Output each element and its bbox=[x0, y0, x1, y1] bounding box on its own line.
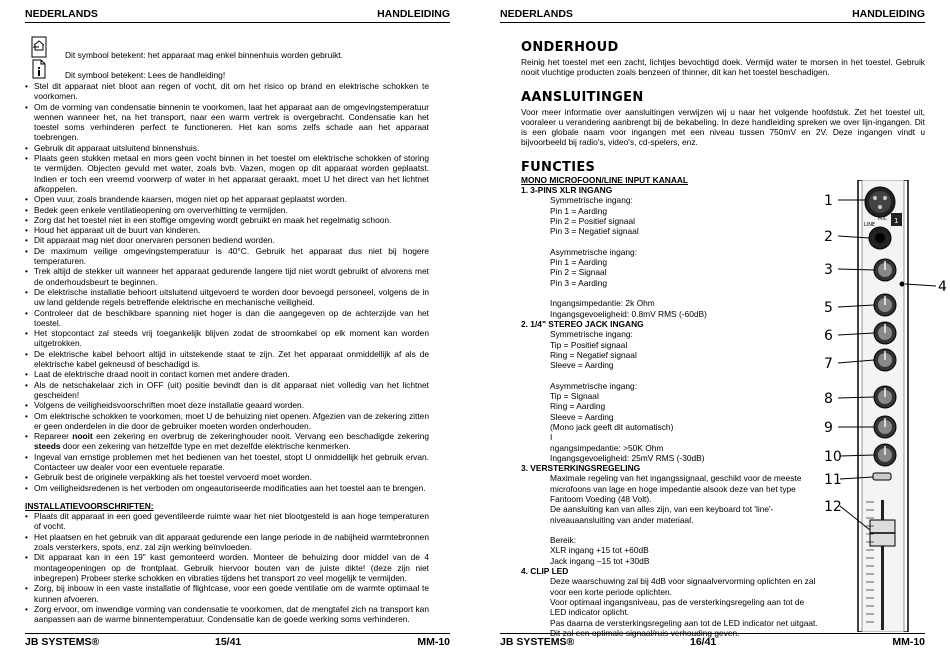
right-header bbox=[500, 9, 925, 23]
list-item: • Bedek geen enkele ventilatieopening om oververhitting te vermijden. bbox=[25, 205, 429, 215]
onderhoud-heading: ONDERHOUD bbox=[521, 40, 619, 55]
list-item: • Als de netschakelaar zich in OFF (uit) positie bevindt dan is dit apparaat niet volledig van het lichtnet gescheiden! bbox=[25, 380, 429, 401]
rotary-knob-icon bbox=[874, 349, 896, 371]
list-item: • Om elektrische schokken te voorkomen, moet U de behuizing niet openen. Afgezien van de zekering zitten er geen onderdelen in die door de gebruiker moeten worden onderhouden. bbox=[25, 411, 429, 432]
item-line: Ring = Negatief signaal bbox=[550, 349, 637, 360]
footer-page-number: 16/41 bbox=[690, 636, 717, 648]
mute-button-icon bbox=[873, 473, 891, 480]
item-line: (Mono jack geeft dit automatisch) bbox=[550, 421, 674, 432]
item-line: Tip = Signaal bbox=[550, 391, 599, 402]
left-header bbox=[25, 9, 450, 23]
item-line: Pin 1 = Aarding bbox=[550, 257, 608, 268]
diagram-label: 7 bbox=[824, 356, 833, 372]
item-line: Sleeve = Aarding bbox=[550, 360, 614, 371]
item-line: Ingangsimpedantie: 2k Ohm bbox=[550, 298, 655, 309]
item-line: Bereik: bbox=[550, 535, 577, 546]
item-line: Symmetrische ingang: bbox=[550, 329, 633, 340]
item4-title: 4. CLIP LED bbox=[521, 566, 569, 577]
list-item: • Gebruik dit apparaat uitsluitend binnenshuis. bbox=[25, 143, 429, 153]
diagram-label: 12 bbox=[824, 499, 842, 515]
item-line: Pin 3 = Aarding bbox=[550, 277, 608, 288]
item-line: voor een korte periode oplichten. bbox=[550, 586, 672, 597]
list-item: • Dit apparaat mag niet door onervaren personen bediend worden. bbox=[25, 235, 429, 245]
item-line: ngangsimpedantie: >50K Ohm bbox=[550, 442, 664, 453]
left-body bbox=[25, 36, 429, 624]
jack-input-icon bbox=[869, 227, 891, 249]
diagram-label: 2 bbox=[824, 229, 833, 245]
indoor-use-icon bbox=[31, 36, 47, 58]
aansluitingen-text: Voor meer informatie over aansluitingen verwijzen wij u naar het volgende hoofdstuk. Zet het toestel uit, vooraleer u verandering aanbrengt bij de bekabeling. In deze handleiding spreken we over lijn-ingangen. Dit is een globale naam voor ingangen met een niveau tussen 750mV en 2V. Deze ingangen vindt u bijvoorbeeld bij radio's, video's, cd-spelers, enz. bbox=[521, 106, 925, 148]
list-item: • Houd het apparaat uit de buurt van kinderen. bbox=[25, 225, 429, 235]
diagram-label: 3 bbox=[824, 262, 833, 278]
footer-brand: JB SYSTEMS® bbox=[25, 636, 100, 648]
item-line: De aansluiting kan van alles zijn, van een keyboard tot 'line'- bbox=[550, 504, 774, 515]
list-item: • Controleer dat de beschikbare spanning niet hoger is dan die aangegeven op de achterzijde van het toestel. bbox=[25, 308, 429, 329]
read-manual-icon bbox=[31, 58, 47, 80]
header-language: NEDERLANDS bbox=[500, 8, 573, 20]
list-item: • Zorg, bij inbouw in een vaste installatie of flightcase, voor een goede ventilatie om de warmte optimaal te kunnen afvoeren. bbox=[25, 583, 429, 604]
header-manual: HANDLEIDING bbox=[377, 8, 450, 20]
symbol-block bbox=[25, 36, 429, 81]
item-line: Sleeve = Aarding bbox=[550, 411, 614, 422]
header-language: NEDERLANDS bbox=[25, 8, 98, 20]
item-line: Tip = Positief signaal bbox=[550, 339, 628, 350]
install-title: INSTALLATIEVOORSCHRIFTEN: bbox=[25, 500, 154, 511]
item-line: Dit zal een optimale signaal/ruis verhouding geven. bbox=[550, 627, 740, 638]
list-item: • De elektrische kabel behoort altijd in uitstekende staat te zijn. Zet het apparaat onmiddellijk af als de elektrische kabel gekneusd of beschadigd is. bbox=[25, 349, 429, 370]
item-line: niveauaansluiting van ander materiaal. bbox=[550, 514, 694, 525]
clip-led-icon bbox=[900, 282, 905, 287]
item2-title: 2. 1/4" STEREO JACK INGANG bbox=[521, 318, 644, 329]
leader-line bbox=[905, 284, 936, 286]
list-item: • Ingeval van ernstige problemen met het bedienen van het toestel, stopt U onmiddellijk het gebruik ervan. Contacteer uw dealer voor een eventuele reparatie. bbox=[25, 452, 429, 473]
xlr-input-icon bbox=[865, 187, 895, 217]
item-line: Voor optimaal ingangsniveau, pas de versterkingsregeling aan tot de bbox=[550, 596, 805, 607]
symbol-manual-text: Dit symbool betekent: Lees de handleiding! bbox=[65, 70, 226, 80]
diagram-label: 6 bbox=[824, 328, 833, 344]
svg-text:LINE: LINE bbox=[864, 222, 876, 228]
list-item: • Gebruik best de originele verpakking als het toestel vervoerd moet worden. bbox=[25, 472, 429, 482]
left-footer bbox=[25, 633, 450, 649]
diagram-label: 4 bbox=[938, 279, 947, 295]
install-list bbox=[25, 511, 429, 624]
diagram-label: 1 bbox=[824, 193, 833, 209]
list-item: • Trek altijd de stekker uit wanneer het apparaat gedurende langere tijd niet wordt gebruikt of alvorens met de onderhoudsbeurt te beginnen. bbox=[25, 266, 429, 287]
footer-brand: JB SYSTEMS® bbox=[500, 636, 575, 648]
rotary-knob-icon bbox=[874, 416, 896, 438]
aansluitingen-heading: AANSLUITINGEN bbox=[521, 89, 644, 105]
onderhoud-text: Reinig het toestel met een zacht, lichtjes bevochtigd doek. Vermijd water te morsen in het toestel. Gebruik nooit vluchtige producten zoals benzeen of thinner, dit kan het toestel beschadigen. bbox=[521, 57, 925, 78]
diagram-label: 8 bbox=[824, 391, 833, 407]
list-item: • Volgens de veiligheidsvoorschriften moet deze installatie geaard worden. bbox=[25, 400, 429, 410]
list-item: • De maximum veilige omgevingstemperatuur is 40°C. Gebruik het apparaat dus niet bij hogere temperaturen. bbox=[25, 246, 429, 267]
list-item: • Zorg dat het toestel niet in een stoffige omgeving wordt gebruikt en maak het regelmatig schoon. bbox=[25, 215, 429, 225]
rotary-knob-icon bbox=[874, 322, 896, 344]
diagram-label: 5 bbox=[824, 300, 833, 316]
list-item: • Dit apparaat kan in een 19" kast gemonteerd worden. Monteer de behuizing door middel van de 4 montageopeningen op de frontplaat. Gebruik hiervoor bouten van de juiste dikte! (deze zijn niet inbegrepen) Probeer sterke schokken en vibraties tijdens het transport zo veel mogelijk te vermijden. bbox=[25, 552, 429, 583]
item-line: LED indicator oplicht. bbox=[550, 607, 630, 618]
safety-list bbox=[25, 81, 429, 493]
item-line: Pin 1 = Aarding bbox=[550, 205, 608, 216]
item1-title: 1. 3-PINS XLR INGANG bbox=[521, 185, 613, 196]
list-item: • Om veiligheidsredenen is het verboden om ongeautoriseerde modificaties aan het toestel aan te brengen. bbox=[25, 483, 429, 493]
item-line: Asymmetrische ingang: bbox=[550, 380, 638, 391]
item-line: Jack ingang –15 tot +30dB bbox=[550, 555, 650, 566]
item-line: Fantoom Voeding (48 Volt). bbox=[550, 493, 652, 504]
footer-model: MM-10 bbox=[892, 636, 925, 648]
diagram-label: 11 bbox=[824, 472, 842, 488]
diagram-label: 10 bbox=[824, 449, 842, 465]
item-line: Maximale regeling van het ingangssignaal, geschikt voor de meeste bbox=[550, 473, 802, 484]
header-manual: HANDLEIDING bbox=[852, 8, 925, 20]
rotary-knob-icon bbox=[874, 259, 896, 281]
item-line: Ring = Aarding bbox=[550, 401, 606, 412]
list-item: • Om de vorming van condensatie binnenin te voorkomen, laat het apparaat aan de omgevingstemperatuur wennen wanneer het, na het transport, naar een warm vertrek is overgebracht. Condensatie kan het toestel soms verhinderen perfect te functioneren. Het kan soms zelfs schade aan het apparaat toebrengen. bbox=[25, 102, 429, 143]
svg-text:MIC: MIC bbox=[878, 216, 888, 222]
symbol-indoor-text: Dit symbool betekent: het apparaat mag enkel binnenhuis worden gebruikt. bbox=[65, 50, 343, 60]
item-line: Ingangsgevoeligheid: 25mV RMS (-30dB) bbox=[550, 452, 705, 463]
item-line: Asymmetrische ingang: bbox=[550, 246, 638, 257]
item-line: Deze waarschuwing zal bij 4dB voor signaalvervorming oplichten en zal bbox=[550, 576, 816, 587]
item3-title: 3. VERSTERKINGSREGELING bbox=[521, 463, 641, 474]
list-item: • Repareer nooit een zekering en overbrug de zekeringhouder nooit. Vervang een beschadigde zekering steeds door een zekering van hetzelfde type en met dezelfde elektrische kenmerken. bbox=[25, 431, 429, 452]
list-item: • Open vuur, zoals brandende kaarsen, mogen niet op het apparaat geplaatst worden. bbox=[25, 194, 429, 204]
item-line: Symmetrische ingang: bbox=[550, 195, 633, 206]
list-item: • De elektrische installatie behoort uitsluitend uitgevoerd te worden door bevoegd personeel, volgens de in uw land geldende regels betreffende elektrische en mechanische veiligheid. bbox=[25, 287, 429, 308]
list-item: • Het stopcontact zal steeds vrij toegankelijk blijven zodat de stroomkabel op elk moment kan worden uitgetrokken. bbox=[25, 328, 429, 349]
footer-page-number: 15/41 bbox=[215, 636, 242, 648]
item-line: Pin 2 = Signaal bbox=[550, 267, 607, 278]
list-item: • Het plaatsen en het gebruik van dit apparaat gedurende een lange periode in de nabijheid warmtebronnen zoals versterkers, spots, enz. zal zijn werking beïnvloeden. bbox=[25, 532, 429, 553]
item-line: Pas daarna de versterkingsregeling aan tot de LED indicator net uitgaat. bbox=[550, 617, 818, 628]
rotary-knob-icon bbox=[874, 444, 896, 466]
list-item: • Zorg ervoor, om inwendige vorming van condensatie te voorkomen, dat de mengtafel zich na transport kan aanpassen aan de warme binnentemperatuur. Condensatie kan de goede werking soms verhinderen. bbox=[25, 604, 429, 625]
item-line: Ingangsgevoeligheid: 0.8mV RMS (-60dB) bbox=[550, 308, 707, 319]
channel-strip-diagram bbox=[818, 180, 948, 632]
list-item: • Stel dit apparaat niet bloot aan regen of vocht, dit om het risico op brand en elektrische schokken te voorkomen. bbox=[25, 81, 429, 102]
list-item: • Plaats dit apparaat in een goed geventileerde ruimte waar het niet blootgesteld is aan hoge temperaturen of vocht. bbox=[25, 511, 429, 532]
item-line: I bbox=[550, 432, 553, 443]
item-line: Pin 2 = Positief signaal bbox=[550, 215, 635, 226]
item-line: microfoons van lage en hoge impedantie alsook deze van het type bbox=[550, 483, 796, 494]
item-line: XLR ingang +15 tot +60dB bbox=[550, 545, 649, 556]
diagram-label: 9 bbox=[824, 420, 833, 436]
channel-title: MONO MICROFOON/LINE INPUT KANAAL bbox=[521, 174, 689, 185]
functies-heading: FUNCTIES bbox=[521, 159, 596, 175]
list-item: • Plaats geen stukken metaal en mors geen vocht binnen in het toestel om elektrische schokken of storing te vermijden. Objecten gevuld met water, zoals bvb. Vazen, mogen op dit apparaat worden geplaatst. Indien er toch een vreemd voorwerp of water in het apparaat geraakt, moet U het direct van het lichtnet afkoppelen. bbox=[25, 153, 429, 194]
footer-model: MM-10 bbox=[417, 636, 450, 648]
item-line: Pin 3 = Negatief signaal bbox=[550, 226, 639, 237]
list-item: • Laat de elektrische draad nooit in contact komen met andere draden. bbox=[25, 369, 429, 379]
svg-text:1: 1 bbox=[894, 217, 899, 225]
rotary-knob-icon bbox=[874, 294, 896, 316]
rotary-knob-icon bbox=[874, 386, 896, 408]
